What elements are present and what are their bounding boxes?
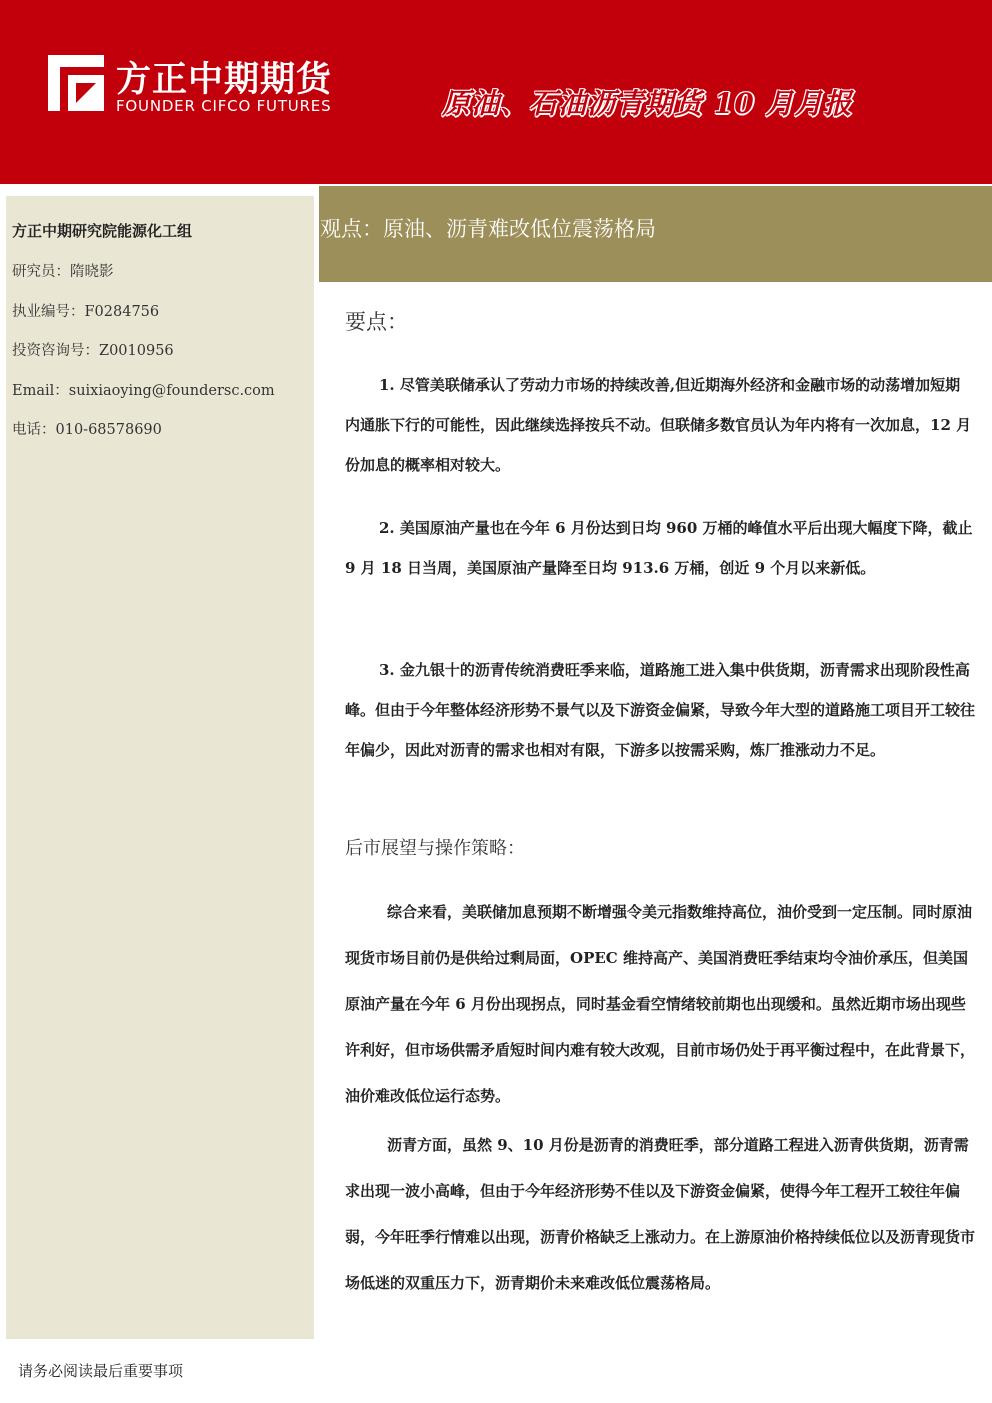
key-point-2: 2. 美国原油产量也在今年 6 月份达到日均 960 万桶的峰值水平后出现大幅度下降，截止 9 月 18 日当周，美国原油产量降至日均 913.6 万桶，创近 9 个月以来新低。 [345,519,973,577]
researcher-name: 研究员：隋晓影 [12,264,114,280]
report-title: 原油、石油沥青期货 10 月月报 [442,87,853,120]
author-phone: 电话：010-68578690 [12,422,162,438]
disclaimer-note: 请务必阅读最后重要事项 [18,1362,184,1380]
viewpoint-title: 观点：原油、沥青难改低位震荡格局 [320,217,656,241]
license-number: 执业编号：F0284756 [12,304,160,320]
author-sidebar [6,196,314,1339]
key-points-heading: 要点： [345,310,408,334]
key-point-1: 1. 尽管美联储承认了劳动力市场的持续改善,但近期海外经济和金融市场的动荡增加短期内通胀下行的可能性，因此继续选择按兵不动。但联储多数官员认为年内将有一次加息，12 月份加息的概率相对较大。 [345,376,972,474]
consult-number: 投资咨询号：Z0010956 [12,343,174,359]
company-name-cn: 方正中期期货 [116,60,333,100]
report-header [0,0,992,184]
company-name-en: FOUNDER CIFCO FUTURES [116,97,332,115]
outlook-heading: 后市展望与操作策略： [345,838,525,859]
research-group: 方正中期研究院能源化工组 [12,222,193,240]
outlook-paragraph-1: 综合来看，美联储加息预期不断增强令美元指数维持高位，油价受到一定压制。同时原油现货市场目前仍是供给过剩局面，OPEC 维持高产、美国消费旺季结束均令油价承压，但美国原油产量在今年 6 月份出现拐点，同时基金看空情绪较前期也出现缓和。虽然近期市场出现些许利好，但市场供需矛盾短时间内难有较大改观，目前市场仍处于再平衡过程中，在此背景下，油价难改低位运行态势。 [345,903,976,1105]
company-logo-icon [48,55,104,111]
key-point-3: 3. 金九银十的沥青传统消费旺季来临，道路施工进入集中供货期，沥青需求出现阶段性高峰。但由于今年整体经济形势不景气以及下游资金偏紧，导致今年大型的道路施工项目开工较往年偏少，因此对沥青的需求也相对有限，下游多以按需采购，炼厂推涨动力不足。 [345,661,976,759]
author-email[interactable]: Email：suixiaoying@foundersc.com [12,383,275,399]
outlook-paragraph-2: 沥青方面，虽然 9、10 月份是沥青的消费旺季，部分道路工程进入沥青供货期，沥青需求出现一波小高峰，但由于今年经济形势不佳以及下游资金偏紧，使得今年工程开工较往年偏弱，今年旺季行情难以出现，沥青价格缺乏上涨动力。在上游原油价格持续低位以及沥青现货市场低迷的双重压力下，沥青期价未来难改低位震荡格局。 [345,1136,976,1292]
